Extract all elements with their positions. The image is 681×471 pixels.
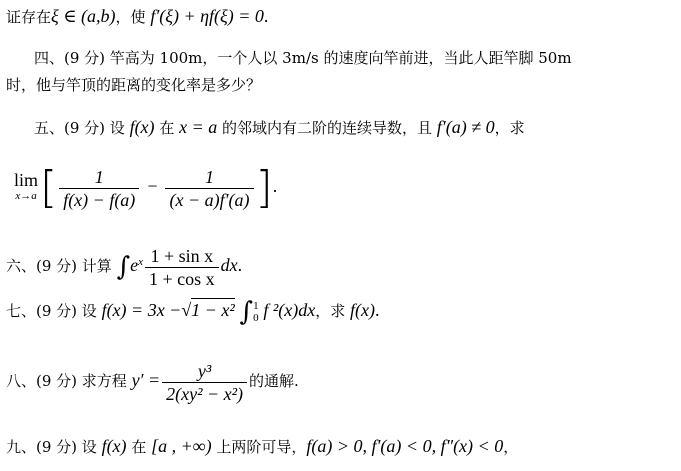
q9-statement bbox=[6, 436, 518, 457]
statement-comma: ，使 bbox=[115, 8, 151, 26]
fraction-1-denominator: f(x) − f(a) bbox=[63, 189, 136, 210]
fraction-1 bbox=[59, 166, 139, 211]
q8-numerator: y³ bbox=[162, 360, 247, 383]
target-equation: f′(ξ) + ηf(ξ) = 0 bbox=[150, 6, 264, 26]
q9-condition: f(a) > 0, f′(a) < 0, f″(x) < 0 bbox=[306, 436, 504, 456]
fraction-1-numerator: 1 bbox=[59, 166, 139, 189]
upper-bound: 1 bbox=[253, 300, 259, 312]
q5-x-equals-a: x = a bbox=[179, 117, 218, 137]
fraction-2 bbox=[165, 166, 253, 211]
q5-condition: f′(a) ≠ 0 bbox=[436, 117, 495, 137]
integral-bounds bbox=[253, 300, 259, 324]
statement-prefix: 证存在 bbox=[6, 8, 52, 26]
statement-end: . bbox=[263, 6, 269, 26]
q7-fx: f(x) bbox=[350, 300, 376, 320]
lower-bound: 0 bbox=[253, 312, 259, 324]
q6-dx: dx bbox=[220, 255, 238, 275]
q8-denominator: 2(xy² − x²) bbox=[166, 383, 244, 404]
q5-period: . bbox=[272, 176, 278, 196]
fraction-2-numerator: 1 bbox=[165, 166, 253, 189]
lim-subscript: x→a bbox=[15, 190, 37, 202]
q7-mid: ，求 bbox=[315, 302, 351, 320]
limit-operator bbox=[14, 172, 38, 204]
exp-power: x bbox=[138, 256, 143, 268]
exp-base: e bbox=[130, 255, 139, 275]
q9-mid2: 上两阶可导， bbox=[211, 438, 307, 456]
q8-prefix: 八、(9 分) 求方程 bbox=[6, 372, 132, 390]
lim-word: lim bbox=[14, 170, 39, 190]
q7-statement bbox=[6, 297, 380, 327]
q6-numerator: 1 + sin x bbox=[145, 245, 219, 268]
q4-line2: 时，他与竿顶的距离的变化率是多少？ bbox=[6, 76, 262, 94]
q5-limit-expression bbox=[14, 158, 277, 215]
q6-prefix: 六、(9 分) 计算 bbox=[6, 257, 117, 275]
q8-lhs: y′ = bbox=[131, 370, 161, 390]
q7-period: . bbox=[375, 300, 380, 320]
q5-end: ，求 bbox=[494, 119, 525, 137]
proof-statement-line bbox=[6, 6, 268, 27]
q8-statement bbox=[6, 352, 299, 409]
q9-interval: [a , +∞) bbox=[151, 436, 212, 456]
q6-statement bbox=[6, 236, 242, 293]
q5-mid1: 在 bbox=[154, 119, 180, 137]
q5-statement bbox=[34, 117, 525, 138]
q7-integral-sign: ∫ bbox=[239, 297, 254, 327]
q8-end: 的通解. bbox=[249, 372, 299, 390]
q6-period: . bbox=[237, 255, 243, 275]
right-bracket: ] bbox=[255, 162, 273, 213]
q4-line1: 四、(9 分) 竿高为 100m，一个人以 3m/s 的速度向竿前进，当此人距竿脚 50m bbox=[34, 49, 572, 67]
integral-sign: ∫ bbox=[116, 252, 131, 282]
xi-in-interval: ξ ∈ (a,b) bbox=[51, 6, 116, 26]
q9-prefix: 九、(9 分) 设 bbox=[6, 438, 102, 456]
q5-mid2: 的邻域内有二阶的连续导数，且 bbox=[217, 119, 437, 137]
q5-prefix: 五、(9 分) 设 bbox=[34, 119, 130, 137]
q7-integrand: f ²(x)dx bbox=[263, 300, 316, 320]
minus-sign: − bbox=[147, 176, 158, 196]
sqrt-radicand: 1 − x² bbox=[191, 300, 235, 320]
q5-fx: f(x) bbox=[129, 117, 155, 137]
sqrt-sign: √ bbox=[181, 300, 192, 320]
q7-prefix: 七、(9 分) 设 bbox=[6, 302, 102, 320]
left-bracket: [ bbox=[40, 162, 58, 213]
q7-lhs: f(x) = 3x − bbox=[101, 300, 182, 320]
fraction-2-denominator: (x − a)f′(a) bbox=[169, 189, 250, 210]
q6-fraction bbox=[145, 245, 219, 290]
q9-mid1: 在 bbox=[126, 438, 152, 456]
q6-denominator: 1 + cos x bbox=[149, 268, 215, 289]
q9-fx: f(x) bbox=[101, 436, 127, 456]
q8-fraction bbox=[162, 360, 247, 405]
q9-end: ， bbox=[503, 438, 519, 456]
